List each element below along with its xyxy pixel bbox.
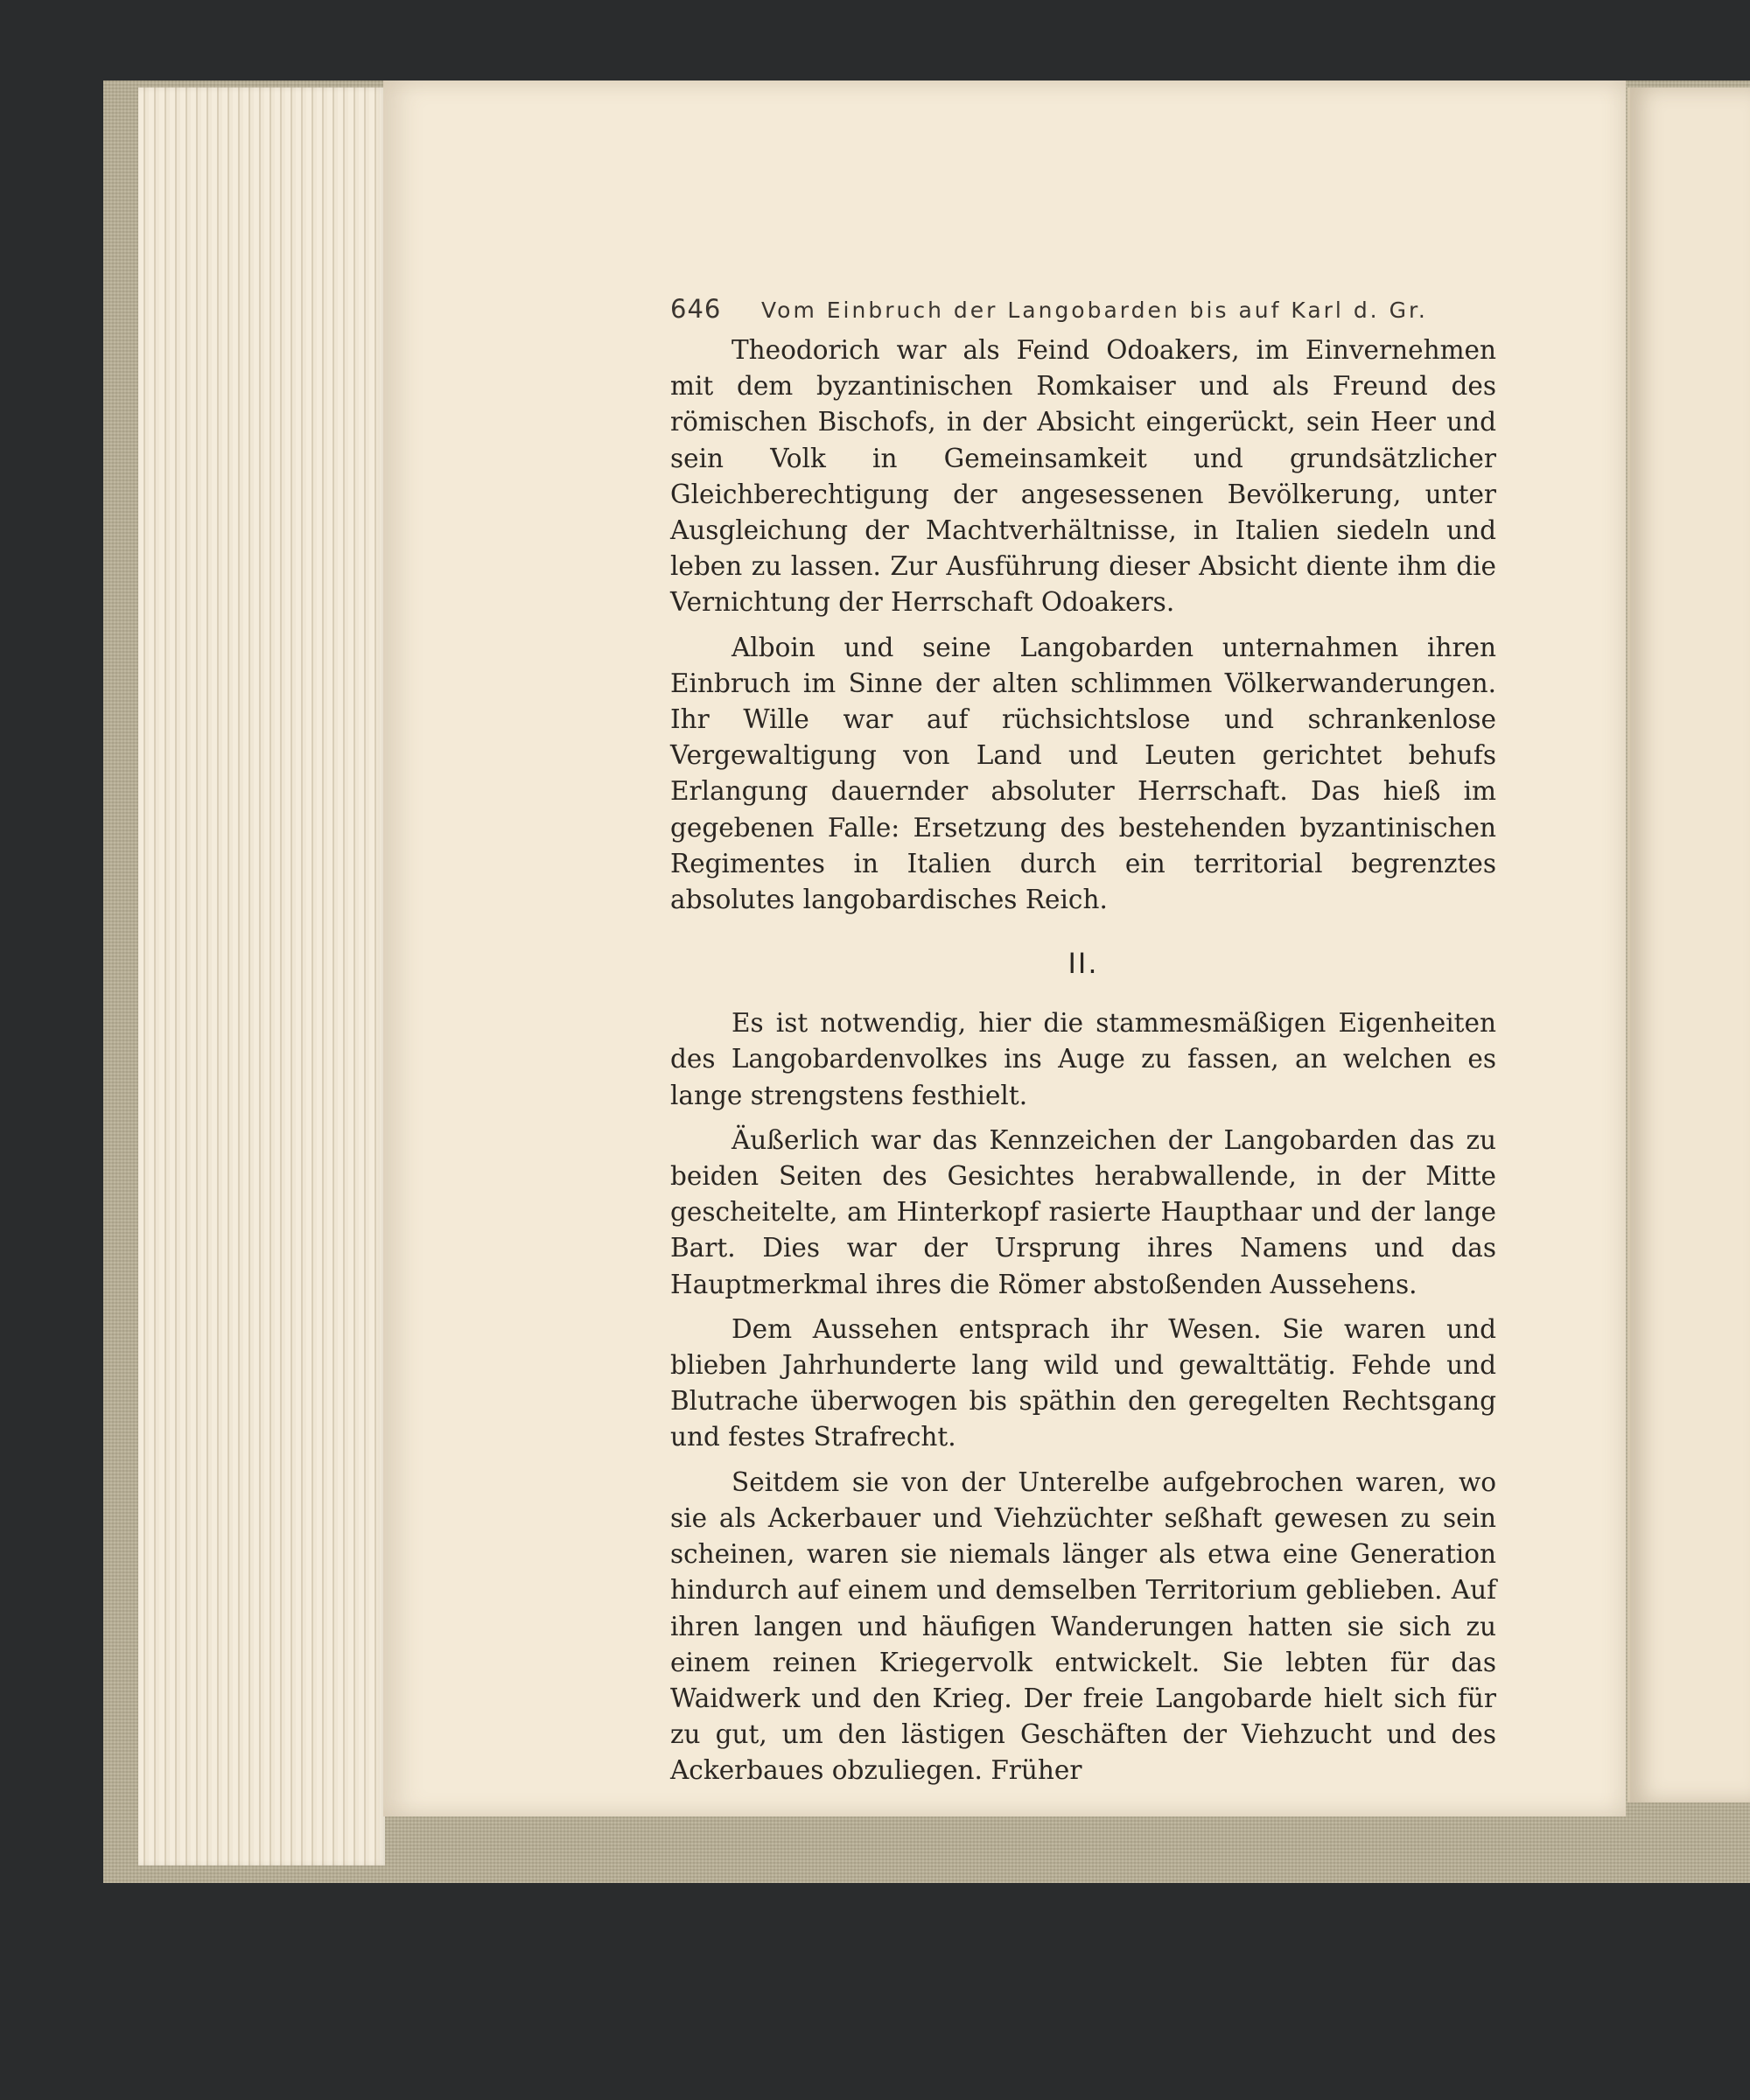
facing-page-edge xyxy=(1628,88,1750,1802)
running-head xyxy=(670,289,1496,332)
running-title: Vom Einbruch der Langobarden bis auf Karl d. Gr. xyxy=(761,298,1428,323)
paragraph: Alboin und seine Langobarden unternahmen ihren Einbruch im Sinne der alten schlimmen Völkerwanderungen. Ihr Wille war auf rüchsichtslose und schrankenlose Vergewaltigung von Land und Leuten gerichtet behufs Erlangung dauernder absoluter Herrschaft. Das hieß im gegebenen Falle: Ersetzung des bestehenden byzantinischen Regimentes in Italien durch ein territorial begrenztes absolutes langobardisches Reich. xyxy=(670,632,1496,915)
section-number: II. xyxy=(1068,947,1099,981)
paragraph: Dem Aussehen entsprach ihr Wesen. Sie waren und blieben Jahrhunderte lang wild und gewalttätig. Fehde und Blutrache überwogen bis späthin den geregelten Rechtsgang und festes Strafrecht. xyxy=(670,1313,1496,1452)
page-number: 646 xyxy=(670,294,722,324)
paragraph: Theodorich war als Feind Odoakers, im Einvernehmen mit dem byzantinischen Romkaiser und als Freund des römischen Bischofs, in der Absicht eingerückt, sein Heer und sein Volk in Gemeinsamkeit und grundsätzlicher Gleichberechtigung der angesessenen Bevölkerung, unter Ausgleichung der Machtverhältnisse, in Italien siedeln und leben zu lassen. Zur Ausführung dieser Absicht diente ihm die Vernichtung der Herrschaft Odoakers. xyxy=(670,335,1496,618)
paragraph: Äußerlich war das Kennzeichen der Langobarden das zu beiden Seiten des Gesichtes herabwallende, in der Mitte gescheitelte, am Hinterkopf rasierte Haupthaar und der lange Bart. Dies war der Ursprung ihres Namens und das Hauptmerkmal ihres die Römer abstoßenden Aussehens. xyxy=(670,1124,1496,1299)
paragraph: Es ist notwendig, hier die stammesmäßigen Eigenheiten des Langobardenvolkes ins Auge zu fassen, an welchen es lange strengstens festhielt. xyxy=(670,1008,1496,1110)
page-text-block xyxy=(670,289,1496,1798)
stacked-page-edges xyxy=(138,88,385,1866)
paragraph: Seitdem sie von der Unterelbe aufgebrochen waren, wo sie als Ackerbauer und Viehzüchter seßhaft gewesen zu sein scheinen, waren sie niemals länger als etwa eine Generation hindurch auf einem und demselben Territorium geblieben. Auf ihren langen und häufigen Wanderungen hatten sie sich zu einem reinen Kriegervolk entwickelt. Sie lebten für das Waidwerk und den Krieg. Der freie Langobarde hielt sich für zu gut, um den lästigen Geschäften der Viehzucht und des Ackerbaues obzuliegen. Früher xyxy=(670,1466,1496,1786)
